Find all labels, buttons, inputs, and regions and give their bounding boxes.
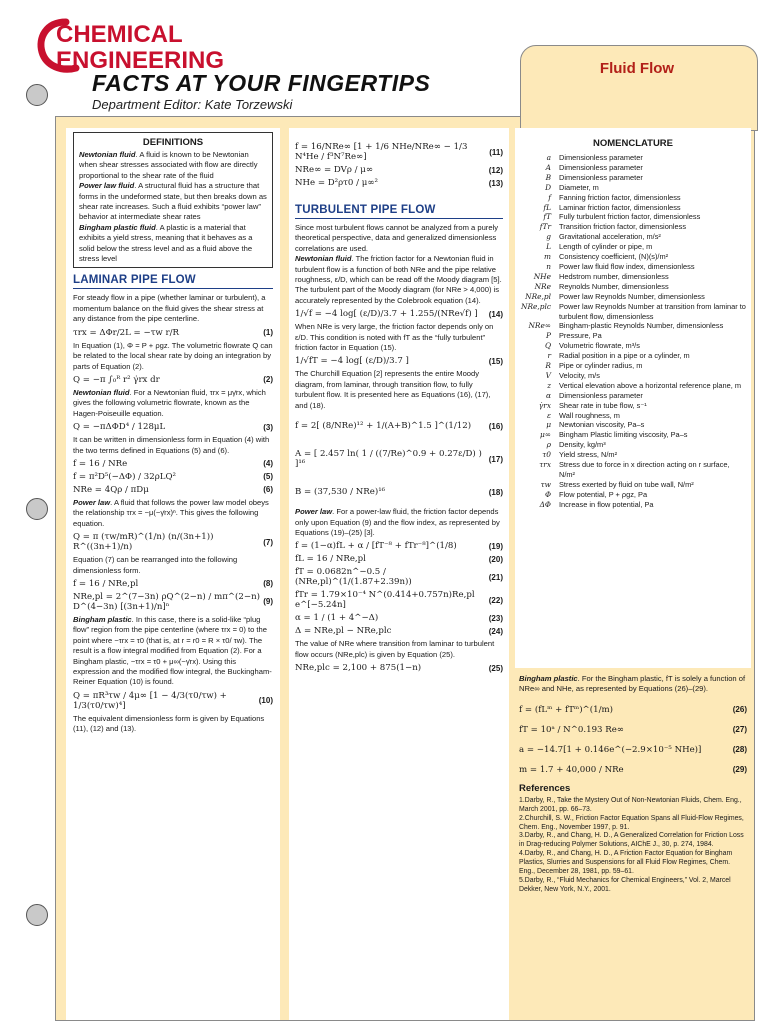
nomenclature-row (519, 242, 747, 252)
nomenclature-symbol: τrx (539, 460, 551, 470)
nomenclature-symbol: z (547, 380, 551, 390)
nomenclature-symbol: g (546, 232, 551, 242)
equation-26: f = (fLᵐ + fTᵐ)^(1/m) (26) (519, 704, 747, 715)
nomenclature-symbol: n (546, 261, 551, 271)
reference-item: 2.Churchill, S. W., Friction Factor Equation Spans all Fluid-Flow Regimes, Chem. Eng., November 1997, p. 91. (519, 814, 744, 831)
nomenclature-description: Pipe or cylinder radius, m (559, 361, 643, 371)
nomenclature-row (519, 490, 747, 500)
paragraph: The equivalent dimensionless form is given by Equations (11), (12) and (13). (73, 713, 265, 734)
nomenclature-row (519, 371, 747, 381)
nomenclature-row (519, 272, 747, 282)
turbulent-heading: TURBULENT PIPE FLOW (295, 204, 436, 216)
nomenclature-row (519, 212, 747, 222)
definition-newtonian: Newtonian fluid. A fluid is known to be Newtonian when shear stresses associated with flow are directly proportional to the shear rate of the fluid (79, 150, 258, 180)
paragraph: Newtonian fluid. For a Newtonian fluid, τrx = μγ̇rx, which gives the following volumetric flowrate, known as the Hagen-Poiseuille equation. (73, 387, 266, 418)
nomenclature-symbol: NRe,pl (525, 291, 551, 301)
nomenclature-row (519, 203, 747, 213)
nomenclature-row (519, 331, 747, 341)
equation-21: fT = 0.0682n^−0.5 / (NRe,pl)^(1/(1.87+2.39n)) (21) (295, 567, 503, 588)
chemical-engineering-logo (36, 16, 306, 78)
nomenclature-row (519, 480, 747, 490)
nomenclature-description: Shear rate in tube flow, s⁻¹ (559, 400, 647, 410)
nomenclature-description: Consistency coefficient, (N)(s)/m² (559, 252, 669, 262)
nomenclature-symbol: τw (540, 479, 551, 489)
paragraph: Power law. A fluid that follows the power law model obeys the relationship τrx = −μ(−γ̇rx)ⁿ. This gives the following equation. (73, 497, 269, 528)
equation-28: a = −14.7[1 + 0.146e^(−2.9×10⁻⁵ NHe)] (28) (519, 744, 747, 755)
nomenclature-description: Bingham-plastic Reynolds Number, dimensionless (559, 321, 724, 331)
nomenclature-description: Pressure, Pa (559, 331, 602, 341)
paragraph: Bingham plastic. For the Bingham plastic, fT is solely a function of NRe∞ and NHe, as represented by Equations (26)–(29). (519, 674, 746, 694)
equation-9: NRe,pl = 2^(7−3n) ρQ^(2−n) / mπ^(2−n) D^(4−3n) [(3n+1)/n]ⁿ (9) (73, 591, 273, 612)
paragraph: Power law. For a power-law fluid, the friction factor depends only upon Equation (9) and the flow index, as represented by Equations (19)–(25) [3]. (295, 507, 500, 537)
nomenclature-row (519, 173, 747, 183)
nomenclature-symbol: fL (543, 202, 551, 212)
nomenclature-row (519, 302, 747, 322)
equation-17: A = [ 2.457 ln( 1 / ((7/Re)^0.9 + 0.27ε/D) ) ]¹⁶ (17) (295, 449, 503, 470)
equation-19: f = (1−α)fL + α / [fT⁻⁸ + fTr⁻⁸]^(1/8) (19) (295, 541, 503, 552)
equation-12: NRe∞ = DVρ / μ∞ (12) (295, 165, 503, 175)
nomenclature-symbol: Φ (544, 489, 551, 499)
nomenclature-row (519, 411, 747, 421)
equation-22: fTr = 1.79×10⁻⁴ N^(0.414+0.757n)Re,pl e^[−5.24n] (22) (295, 590, 503, 611)
nomenclature-symbol: r (547, 351, 551, 361)
definitions-title: DEFINITIONS (142, 137, 204, 148)
topic-title: Fluid Flow (599, 60, 675, 77)
references-list (519, 797, 747, 895)
equation-23: α = 1 / (1 + 4^−Δ) (23) (295, 613, 503, 624)
paragraph: It can be written in dimensionless form in Equation (4) with the two terms defined in Equations (5) and (6). (73, 435, 270, 455)
nomenclature-symbol: A (545, 162, 551, 172)
column-left (66, 128, 280, 1020)
equation-13: NHe = D²ρτ0 / μ∞² (13) (295, 178, 503, 188)
nomenclature-row (519, 460, 747, 480)
nomenclature-row (519, 222, 747, 232)
nomenclature-description: Radial position in a pipe or a cylinder, m (559, 351, 690, 361)
nomenclature-symbol: NRe∞ (528, 321, 551, 331)
nomenclature-symbol: fTr (539, 222, 551, 232)
nomenclature-description: Power law Reynolds Number at transition from laminar to turbulent flow, dimensionless (559, 301, 746, 321)
nomenclature-row (519, 262, 747, 272)
logo-line2: ENGINEERING (56, 47, 225, 74)
nomenclature-row (519, 163, 747, 173)
nomenclature-symbol: D (545, 182, 551, 192)
nomenclature-description: Wall roughness, m (559, 410, 620, 420)
heading-rule (295, 218, 503, 219)
nomenclature-symbol: Q (544, 341, 551, 351)
nomenclature-description: Dimensionless parameter (559, 390, 643, 400)
column-right-nomenclature (515, 128, 751, 668)
nomenclature-description: Dimensionless parameter (559, 153, 643, 162)
nomenclature-description: Hedstrom number, dimensionless (559, 271, 669, 281)
nomenclature-description: Diameter, m (559, 182, 599, 192)
nomenclature-description: Volumetric flowrate, m³/s (559, 341, 640, 351)
nomenclature-description: Fully turbulent friction factor, dimensionless (559, 212, 701, 222)
equation-16: f = 2[ (8/NRe)¹² + 1/(A+B)^1.5 ]^(1/12) (16) (295, 421, 503, 432)
nomenclature-symbol: ΔΦ (539, 499, 551, 509)
nomenclature-symbol: ρ (546, 440, 551, 450)
nomenclature-description: Vertical elevation above a horizontal reference plane, m (559, 380, 742, 390)
nomenclature-symbol: m (543, 252, 551, 262)
nomenclature-description: Bingham Plastic limiting viscosity, Pa–s (559, 430, 688, 440)
nomenclature-description: Length of cylinder or pipe, m (559, 242, 653, 252)
nomenclature-symbol: NRe,plc (521, 301, 551, 311)
paragraph: Equation (7) can be rearranged into the following dimensionless form. (73, 555, 238, 575)
nomenclature-symbol: μ (546, 420, 551, 430)
nomenclature-row (519, 341, 747, 351)
reference-item: 3.Darby, R., and Chang, H. D., A Generalized Correlation for Friction Loss in Drag-reducing Polymer Solutions, AIChE J., 30, p. 274, 1984. (519, 832, 744, 849)
nomenclature-description: Dimensionless parameter (559, 172, 643, 182)
equation-14: 1/√f = −4 log[ (ε/D)/3.7 + 1.255/(NRe√f) ] (14) (295, 309, 503, 320)
equation-29: m = 1.7 + 40,000 / NRe (29) (519, 764, 747, 775)
equation-24: Δ = NRe,pl − NRe,plc (24) (295, 626, 503, 637)
nomenclature-description: Yield stress, N/m² (559, 450, 618, 460)
nomenclature-row (519, 153, 747, 163)
nomenclature-description: Stress exerted by fluid on tube wall, N/m² (559, 479, 694, 489)
nomenclature-description: Stress due to force in x direction acting on r surface, N/m² (559, 460, 730, 479)
nomenclature-row (519, 401, 747, 411)
nomenclature-row (519, 440, 747, 450)
nomenclature-row (519, 252, 747, 262)
references-title: References (519, 782, 571, 794)
nomenclature-symbol: ε (547, 410, 551, 420)
nomenclature-symbol: τ0 (542, 450, 551, 460)
nomenclature-description: Density, kg/m³ (559, 440, 606, 450)
series-title: FACTS AT YOUR FINGERTIPS (92, 70, 431, 96)
nomenclature-description: Gravitational acceleration, m/s² (559, 232, 661, 242)
binder-hole-bottom (26, 904, 48, 926)
nomenclature-row (519, 500, 747, 510)
nomenclature-row (519, 391, 747, 401)
paragraph: In Equation (1), Φ = P + ρgz. The volumetric flowrate Q can be related to the local shear rate by doing an integration by parts of Equation (2). (73, 340, 273, 371)
equation-11: f = 16/NRe∞ [1 + 1/6 NHe/NRe∞ − 1/3 N⁴He / f³N⁷Re∞] (11) (295, 142, 503, 162)
nomenclature-symbol: γ̇rx (538, 400, 551, 410)
paragraph: The Churchill Equation [2] represents the entire Moody diagram, from laminar, through transition flow, to fully turbulent flow. It is presented here as Equations (16), (17), and (18). (295, 369, 491, 410)
equation-7: Q = π (τw/mR)^(1/n) (n/(3n+1)) R^((3n+1)/n) (7) (73, 532, 273, 553)
binder-hole-middle (26, 498, 48, 520)
nomenclature-symbol: a (546, 153, 551, 162)
reference-item: 5.Darby, R., “Fluid Mechanics for Chemical Engineers,” Vol. 2, Marcel Dekker, New York, N.Y., 2001. (519, 876, 731, 893)
paragraph: Newtonian fluid. The friction factor for a Newtonian fluid in turbulent flow is a function of both NRe and the pipe relative roughness, ε/D, which can be read off the Moody diagram [5]. The turbulent part of the Moody diagram (for NRe > 4,000) is accurately represented by the Colebrook equation (14). (295, 254, 502, 305)
nomenclature-symbol: L (546, 242, 551, 252)
nomenclature-row (519, 183, 747, 193)
nomenclature-description: Power law Reynolds Number, dimensionless (559, 291, 705, 301)
nomenclature-row (519, 450, 747, 460)
nomenclature-title: NOMENCLATURE (592, 138, 674, 149)
logo-line1: CHEMICAL (56, 21, 183, 48)
reference-item: 1.Darby, R., Take the Mystery Out of Non-Newtonian Fluids, Chem. Eng., March 2001, pp. 66–73. (519, 796, 742, 813)
nomenclature-description: Newtonian viscosity, Pa–s (559, 420, 645, 430)
nomenclature-row (519, 430, 747, 440)
nomenclature-description: Velocity, m/s (559, 370, 600, 380)
laminar-heading: LAMINAR PIPE FLOW (73, 274, 196, 287)
equation-15: 1/√fT = −4 log[ (ε/D)/3.7 ] (15) (295, 356, 503, 367)
heading-rule (73, 288, 273, 289)
equation-3: Q = −πΔΦD⁴ / 128μL (3) (73, 422, 273, 433)
nomenclature-symbol: NHe (533, 271, 551, 281)
paragraph: Bingham plastic. In this case, there is a solid-like “plug flow” region from the pipe centerline (where τrx = 0) to the point where −τrx = τ0 (that is, at r = r0 = R × τ0/ τw). The result is a flow integral modified from Equation (2). For a Bingham plastic, −τrx = τ0 + μ∞(−γ̇rx). Using this expression and the modified flow integral, the Buckingham-Reiner Equation (10) is found. (73, 614, 272, 687)
nomenclature-row (519, 282, 747, 292)
nomenclature-symbol: V (545, 370, 551, 380)
paragraph: For steady flow in a pipe (whether laminar or turbulent), a momentum balance on the fluid gives the shear stress at any distance from the pipe centerline. (73, 293, 266, 324)
nomenclature-row (519, 193, 747, 203)
nomenclature-list (519, 153, 747, 510)
definition-power-law: Power law fluid. A structural fluid has a structure that forms in the undeformed state, but then breaks down as shear rate increases. Such a fluid exhibits “power law” behavior at intermediate shear rates (79, 181, 267, 222)
equation-27: fT = 10ᵃ / N^0.193 Re∞ (27) (519, 724, 747, 735)
nomenclature-description: Dimensionless parameter (559, 162, 643, 172)
nomenclature-description: Flow potential, P + ρgz, Pa (559, 489, 648, 499)
nomenclature-description: Laminar friction factor, dimensionless (559, 202, 681, 212)
nomenclature-symbol: R (545, 361, 551, 371)
equation-1: τrx = ΔΦr/2L = −τw r/R (1) (73, 327, 273, 338)
nomenclature-row (519, 321, 747, 331)
equation-25: NRe,plc = 2,100 + 875(1−n) (25) (295, 663, 503, 674)
topic-tab (520, 45, 758, 131)
equation-8: f = 16 / NRe,pl (8) (73, 578, 273, 589)
reference-item: 4.Darby, R., and Chang, H. D., A Friction Factor Equation for Bingham Plastics, Slurries and Suspensions for all Fluid Flow Regimes, Chem. Eng., December 28, 1981, pp. 59–61. (519, 850, 733, 876)
nomenclature-row (519, 361, 747, 371)
nomenclature-symbol: μ∞ (540, 430, 551, 440)
nomenclature-row (519, 292, 747, 302)
paragraph: When NRe is very large, the friction factor depends only on ε/D. This condition is noted with fT as the “fully turbulent” friction factor in Equation (15). (295, 322, 494, 353)
definition-bingham: Bingham plastic fluid. A plastic is a material that exhibits a yield stress, meaning that it behaves as a solid below the stress level and as a fluid above the stress level (79, 222, 253, 264)
equation-2: Q = −π ∫₀ᴿ r² γ̇rx dr (2) (73, 374, 273, 385)
nomenclature-description: Fanning friction factor, dimensionless (559, 192, 681, 202)
nomenclature-description: Reynolds Number, dimensionless (559, 281, 669, 291)
equation-20: fL = 16 / NRe,pl (20) (295, 554, 503, 565)
nomenclature-symbol: B (545, 172, 551, 182)
paragraph: Since most turbulent flows cannot be analyzed from a purely theoretical perspective, data and generalized dimensionless correlations are used. (295, 223, 499, 253)
equation-6: NRe = 4Qρ / πDμ (6) (73, 484, 273, 495)
paragraph: The value of NRe where transition from laminar to turbulent flow occurs (NRe,plc) is given by Equation (25). (295, 639, 495, 659)
nomenclature-row (519, 420, 747, 430)
nomenclature-symbol: α (546, 390, 551, 400)
nomenclature-row (519, 381, 747, 391)
binder-hole-top (26, 84, 48, 106)
equation-18: B = (37,530 / NRe)¹⁶ (18) (295, 487, 503, 498)
column-middle (289, 128, 509, 1020)
nomenclature-description: Increase in flow potential, Pa (559, 499, 654, 509)
department-editor: Department Editor: Kate Torzewski (92, 97, 293, 112)
nomenclature-description: Transition friction factor, dimensionless (559, 222, 687, 232)
nomenclature-row (519, 232, 747, 242)
nomenclature-symbol: f (548, 192, 551, 202)
column-right-lower (515, 668, 751, 1020)
nomenclature-symbol: fT (543, 212, 551, 222)
equation-10: Q = πR³τw / 4μ∞ [1 − 4/3(τ0/τw) + 1/3(τ0/τw)⁴] (10) (73, 690, 273, 711)
nomenclature-symbol: P (546, 331, 551, 341)
nomenclature-description: Power law fluid flow index, dimensionless (559, 261, 695, 271)
nomenclature-row (519, 351, 747, 361)
nomenclature-symbol: NRe (534, 281, 551, 291)
equation-5: f = π²D⁵(−ΔΦ) / 32ρLQ² (5) (73, 471, 273, 482)
equation-4: f = 16 / NRe (4) (73, 458, 273, 469)
definitions-box (73, 132, 273, 268)
